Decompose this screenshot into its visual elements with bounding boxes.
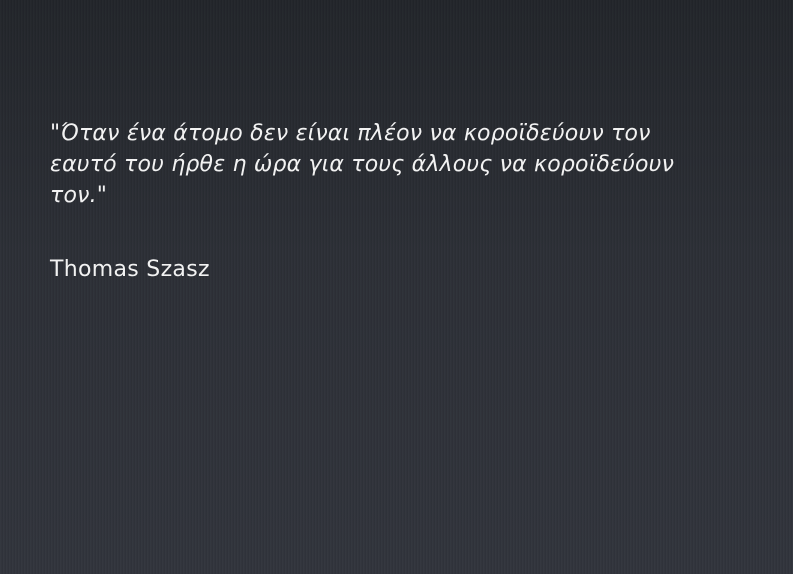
quote-text: "Όταν ένα άτομο δεν είναι πλέον να κοροϊδεύουν τον εαυτό του ήρθε η ώρα για τους άλλους να κοροϊδεύουν τον." [50,121,675,208]
quote-card [50,118,730,285]
quote-author: Thomas Szasz [50,257,210,282]
